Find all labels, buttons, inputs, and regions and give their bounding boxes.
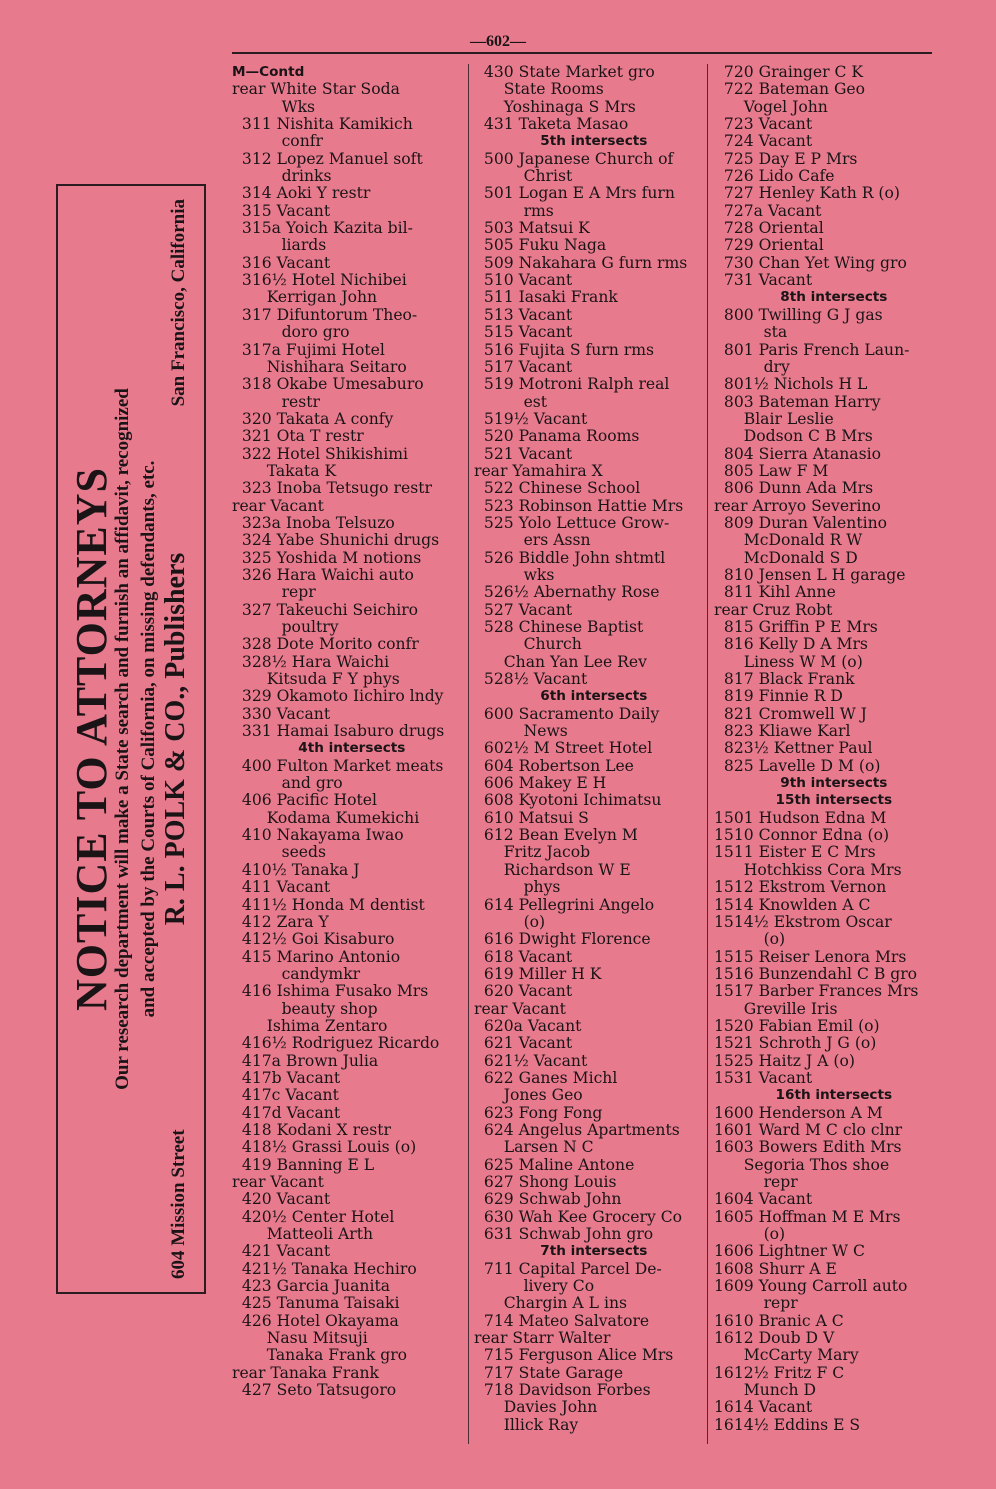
directory-entry: Wks xyxy=(232,97,316,116)
directory-entry: 412 Zara Y xyxy=(232,912,329,931)
directory-entry: 328½ Hara Waichi xyxy=(232,652,390,671)
directory-entry: 324 Yabe Shunichi drugs xyxy=(232,531,440,550)
directory-entry: 621½ Vacant xyxy=(474,1051,588,1070)
directory-entry: 320 Takata A confy xyxy=(232,409,394,428)
directory-entry: Tanaka Frank gro xyxy=(232,1346,408,1365)
directory-entry: 1531 Vacant xyxy=(714,1068,813,1087)
directory-entry: rear Vacant xyxy=(232,1173,324,1191)
directory-entry: 1520 Fabian Emil (o) xyxy=(714,1016,880,1035)
directory-entry: 810 Jensen L H garage xyxy=(714,565,906,584)
directory-entry: beauty shop xyxy=(232,999,378,1018)
directory-entry: repr xyxy=(714,1294,798,1313)
directory-entry: 515 Vacant xyxy=(474,323,573,342)
directory-entry: 417c Vacant xyxy=(232,1086,339,1105)
directory-entry: News xyxy=(474,722,568,741)
directory-entry: 1614 Vacant xyxy=(714,1398,813,1417)
directory-entry: 528 Chinese Baptist xyxy=(474,618,644,636)
directory-entry: 1610 Branic A C xyxy=(714,1311,844,1330)
directory-entry: 321 Ota T restr xyxy=(232,427,364,446)
directory-entry: 627 Shong Louis xyxy=(474,1173,617,1191)
directory-entry: 416 Ishima Fusako Mrs xyxy=(232,982,429,1001)
section-heading: 5th intersects xyxy=(474,133,648,150)
directory-entry: Nishihara Seitaro xyxy=(232,357,407,376)
directory-entry: 1516 Bunzendahl C B gro xyxy=(714,964,918,983)
directory-entry: 503 Matsui K xyxy=(474,219,590,238)
directory-entry: rear Yamahira X xyxy=(474,461,603,480)
directory-entry: repr xyxy=(232,583,316,602)
directory-entry: 317a Fujimi Hotel xyxy=(232,340,385,359)
directory-entry: 330 Vacant xyxy=(232,704,331,723)
directory-entry: 728 Oriental xyxy=(714,219,824,238)
notice-street: 604 Mission Street xyxy=(168,1129,189,1279)
directory-entry: Liness W M (o) xyxy=(714,652,863,671)
directory-entry: 1601 Ward M C clo clnr xyxy=(714,1120,903,1139)
directory-entry: 418 Kodani X restr xyxy=(232,1120,391,1139)
directory-entry: 1608 Shurr A E xyxy=(714,1259,837,1278)
directory-entry: rear Starr Walter xyxy=(474,1329,611,1348)
directory-entry: 1517 Barber Frances Mrs xyxy=(714,982,919,1001)
directory-entry: 731 Vacant xyxy=(714,271,813,290)
directory-entry: 631 Schwab John gro xyxy=(474,1225,654,1244)
directory-entry: rear Vacant xyxy=(232,496,324,515)
directory-entry: rear Cruz Robt xyxy=(714,600,833,619)
directory-entry: 1511 Eister E C Mrs xyxy=(714,843,876,862)
directory-entry: 419 Banning E L xyxy=(232,1155,375,1174)
directory-entry: 416½ Rodriguez Ricardo xyxy=(232,1034,440,1053)
directory-entry: restr xyxy=(232,392,320,411)
directory-entry: wks xyxy=(474,565,555,584)
directory-entry: 606 Makey E H xyxy=(474,774,607,793)
section-heading: 6th intersects xyxy=(474,688,648,705)
directory-entry: 600 Sacramento Daily xyxy=(474,704,660,723)
column-divider xyxy=(468,64,469,1444)
directory-entry: 1521 Schroth J G (o) xyxy=(714,1034,877,1053)
directory-entry: 516 Fujita S furn rms xyxy=(474,340,654,359)
directory-entry: 509 Nakahara G furn rms xyxy=(474,253,688,272)
directory-entry: 608 Kyotoni Ichimatsu xyxy=(474,791,662,810)
directory-entry: 326 Hara Waichi auto xyxy=(232,565,414,584)
directory-entry: sta xyxy=(714,323,788,342)
directory-entry: 519 Motroni Ralph real xyxy=(474,375,670,394)
directory-entry: Chan Yan Lee Rev xyxy=(474,652,647,671)
notice-publisher: R. L. POLK & CO., Publishers xyxy=(160,552,191,926)
directory-entry: Christ xyxy=(474,167,573,186)
directory-entry: 312 Lopez Manuel soft xyxy=(232,149,423,168)
directory-entry: 816 Kelly D A Mrs xyxy=(714,635,868,654)
directory-entry: 430 State Market gro xyxy=(474,63,655,81)
directory-entry: 620 Vacant xyxy=(474,982,573,1001)
directory-entry: 525 Yolo Lettuce Grow- xyxy=(474,513,670,532)
directory-entry: 1606 Lightner W C xyxy=(714,1242,865,1261)
directory-entry: Nasu Mitsuji xyxy=(232,1329,368,1348)
directory-entry: Yoshinaga S Mrs xyxy=(474,97,636,116)
directory-entry: 327 Takeuchi Seichiro xyxy=(232,600,419,619)
directory-entry: 602½ M Street Hotel xyxy=(474,739,653,758)
directory-entry: 513 Vacant xyxy=(474,305,573,324)
directory-entry: Vogel John xyxy=(714,97,828,116)
directory-entry: 726 Lido Cafe xyxy=(714,167,835,186)
directory-entry: 821 Cromwell W J xyxy=(714,704,867,723)
directory-entry: 406 Pacific Hotel xyxy=(232,791,378,810)
directory-entry: 510 Vacant xyxy=(474,271,573,290)
directory-entry: 527 Vacant xyxy=(474,600,573,619)
directory-entry: 511 Iasaki Frank xyxy=(474,288,618,307)
directory-entry: Illick Ray xyxy=(474,1415,579,1434)
directory-entry: 1514 Knowlden A C xyxy=(714,895,871,914)
directory-entry: 815 Griffin P E Mrs xyxy=(714,618,878,636)
directory-entry: 426 Hotel Okayama xyxy=(232,1311,399,1330)
directory-entry: 1525 Haitz J A (o) xyxy=(714,1051,855,1070)
directory-entry: McDonald S D xyxy=(714,548,858,567)
directory-entry: drinks xyxy=(232,167,332,186)
directory-entry: 729 Oriental xyxy=(714,236,824,255)
directory-entry: phys xyxy=(474,878,561,897)
directory-entry: Matteoli Arth xyxy=(232,1225,374,1244)
directory-entry: 801 Paris French Laun- xyxy=(714,340,910,359)
directory-entry: 727a Vacant xyxy=(714,201,822,220)
directory-entry: 711 Capital Parcel De- xyxy=(474,1259,662,1278)
directory-entry: 400 Fulton Market meats xyxy=(232,756,444,775)
directory-entry: 519½ Vacant xyxy=(474,409,588,428)
directory-entry: 616 Dwight Florence xyxy=(474,930,651,949)
directory-entry: 800 Twilling G J gas xyxy=(714,305,883,324)
directory-entry: 1612 Doub D V xyxy=(714,1329,835,1348)
directory-entry: (o) xyxy=(714,1225,786,1244)
notice-rotated-content xyxy=(56,189,206,1289)
directory-column-3 xyxy=(714,64,918,1434)
directory-entry: Munch D xyxy=(714,1381,817,1400)
directory-entry: 825 Lavelle D M (o) xyxy=(714,756,881,775)
directory-entry: 314 Aoki Y restr xyxy=(232,184,371,203)
directory-entry: 723 Vacant xyxy=(714,115,813,134)
directory-entry: Chargin A L ins xyxy=(474,1294,627,1313)
directory-entry: livery Co xyxy=(474,1277,595,1296)
directory-entry: Church xyxy=(474,635,582,654)
directory-entry: 801½ Nichols H L xyxy=(714,375,868,394)
directory-entry: State Rooms xyxy=(474,80,604,99)
directory-entry: 329 Okamoto Iichiro lndy xyxy=(232,687,444,706)
directory-entry: 720 Grainger C K xyxy=(714,63,864,81)
directory-entry: 629 Schwab John xyxy=(474,1190,622,1209)
directory-entry: 500 Japanese Church of xyxy=(474,149,674,168)
directory-entry: 624 Angelus Apartments xyxy=(474,1120,680,1139)
directory-entry: 522 Chinese School xyxy=(474,479,641,498)
directory-entry: 610 Matsui S xyxy=(474,808,589,827)
section-heading: 4th intersects xyxy=(232,740,406,757)
directory-entry: 323 Inoba Tetsugo restr xyxy=(232,479,432,498)
directory-entry: Fritz Jacob xyxy=(474,843,591,862)
directory-entry: Richardson W E xyxy=(474,860,631,879)
directory-entry: 727 Henley Kath R (o) xyxy=(714,184,900,203)
directory-entry: Larsen N C xyxy=(474,1138,594,1157)
notice-city: San Francisco, California xyxy=(168,199,189,407)
directory-entry: rms xyxy=(474,201,554,220)
directory-entry: 1514½ Ekstrom Oscar xyxy=(714,912,892,931)
directory-entry: 805 Law F M xyxy=(714,461,829,480)
directory-entry: 420½ Center Hotel xyxy=(232,1207,395,1226)
directory-entry: 614 Pellegrini Angelo xyxy=(474,895,655,914)
directory-entry: 619 Miller H K xyxy=(474,964,602,983)
directory-entry: 1614½ Eddins E S xyxy=(714,1415,861,1434)
directory-entry: 804 Sierra Atanasio xyxy=(714,444,881,463)
directory-entry: 1612½ Fritz F C xyxy=(714,1363,845,1382)
directory-entry: 1603 Bowers Edith Mrs xyxy=(714,1138,902,1157)
section-heading: 7th intersects xyxy=(474,1243,648,1260)
directory-entry: Jones Geo xyxy=(474,1086,583,1105)
directory-entry: 623 Fong Fong xyxy=(474,1103,603,1122)
directory-entry: 1512 Ekstrom Vernon xyxy=(714,878,887,897)
directory-entry: McDonald R W xyxy=(714,531,863,550)
directory-entry: 418½ Grassi Louis (o) xyxy=(232,1138,417,1157)
notice-box xyxy=(56,184,206,1294)
directory-entry: rear Vacant xyxy=(474,999,566,1018)
directory-entry: 604 Robertson Lee xyxy=(474,756,634,775)
directory-entry: 718 Davidson Forbes xyxy=(474,1381,651,1400)
directory-entry: Kodama Kumekichi xyxy=(232,808,420,827)
directory-entry: 717 State Garage xyxy=(474,1363,624,1382)
directory-entry: 725 Day E P Mrs xyxy=(714,149,858,168)
directory-entry: 809 Duran Valentino xyxy=(714,513,888,532)
directory-entry: 315a Yoich Kazita bil- xyxy=(232,219,413,238)
directory-entry: 415 Marino Antonio xyxy=(232,947,401,966)
directory-entry: 318 Okabe Umesaburo xyxy=(232,375,424,394)
directory-entry: Ishima Zentaro xyxy=(232,1016,388,1035)
directory-entry: (o) xyxy=(474,912,546,931)
directory-entry: 328 Dote Morito confr xyxy=(232,635,419,654)
directory-entry: 411 Vacant xyxy=(232,878,331,897)
section-heading: 8th intersects xyxy=(714,289,888,306)
section-heading: M—Contd xyxy=(232,64,305,80)
directory-entry: 622 Ganes Michl xyxy=(474,1068,618,1087)
notice-line-1: Our research department will make a State search and furnish an affidavit, recognized xyxy=(112,388,133,1090)
directory-entry: (o) xyxy=(714,930,786,949)
directory-entry: 517 Vacant xyxy=(474,357,573,376)
directory-entry: seeds xyxy=(232,843,327,862)
directory-entry: poultry xyxy=(232,618,339,636)
directory-entry: 526½ Abernathy Rose xyxy=(474,583,660,602)
directory-entry: 410 Nakayama Iwao xyxy=(232,826,404,845)
directory-entry: 724 Vacant xyxy=(714,132,813,151)
directory-entry: 625 Maline Antone xyxy=(474,1155,635,1174)
directory-entry: 421 Vacant xyxy=(232,1242,331,1261)
notice-line-2: and accepted by the Courts of California, on missing defendants, etc. xyxy=(138,460,159,1018)
directory-entry: 526 Biddle John shtmtl xyxy=(474,548,666,567)
directory-entry: confr xyxy=(232,132,323,151)
directory-entry: 431 Taketa Masao xyxy=(474,115,629,134)
directory-entry: 316½ Hotel Nichibei xyxy=(232,271,407,290)
directory-column-2 xyxy=(474,64,687,1434)
directory-entry: est xyxy=(474,392,548,411)
directory-entry: 618 Vacant xyxy=(474,947,573,966)
directory-entry: 621 Vacant xyxy=(474,1034,573,1053)
directory-entry: 803 Bateman Harry xyxy=(714,392,881,411)
section-heading: 15th intersects xyxy=(714,792,893,809)
directory-entry: Davies John xyxy=(474,1398,598,1417)
directory-entry: 528½ Vacant xyxy=(474,670,588,689)
directory-entry: 420 Vacant xyxy=(232,1190,331,1209)
directory-entry: 417a Brown Julia xyxy=(232,1051,379,1070)
directory-entry: 817 Black Frank xyxy=(714,670,855,689)
directory-entry: 331 Hamai Isaburo drugs xyxy=(232,722,445,741)
directory-column-1 xyxy=(232,64,444,1399)
directory-entry: 316 Vacant xyxy=(232,253,331,272)
directory-entry: rear Arroyo Severino xyxy=(714,496,881,515)
directory-entry: rear White Star Soda xyxy=(232,80,400,99)
directory-entry: 722 Bateman Geo xyxy=(714,80,866,99)
directory-entry: 417b Vacant xyxy=(232,1068,341,1087)
directory-entry: 714 Mateo Salvatore xyxy=(474,1311,650,1330)
directory-entry: 715 Ferguson Alice Mrs xyxy=(474,1346,674,1365)
directory-entry: doro gro xyxy=(232,323,350,342)
directory-entry: 811 Kihl Anne xyxy=(714,583,836,602)
directory-entry: 1501 Hudson Edna M xyxy=(714,808,887,827)
directory-entry: 823½ Kettner Paul xyxy=(714,739,873,758)
page-number: —602— xyxy=(470,33,526,50)
directory-entry: 520 Panama Rooms xyxy=(474,427,640,446)
directory-entry: rear Tanaka Frank xyxy=(232,1363,379,1382)
directory-entry: 311 Nishita Kamikich xyxy=(232,115,413,134)
directory-entry: 317 Difuntorum Theo- xyxy=(232,305,418,324)
directory-entry: 806 Dunn Ada Mrs xyxy=(714,479,874,498)
directory-entry: 630 Wah Kee Grocery Co xyxy=(474,1207,683,1226)
directory-entry: 423 Garcia Juanita xyxy=(232,1277,391,1296)
directory-entry: 427 Seto Tatsugoro xyxy=(232,1381,397,1400)
directory-entry: 410½ Tanaka J xyxy=(232,860,360,879)
directory-entry: 322 Hotel Shikishimi xyxy=(232,444,409,463)
directory-entry: 323a Inoba Telsuzo xyxy=(232,513,395,532)
directory-entry: Blair Leslie xyxy=(714,409,834,428)
directory-entry: 315 Vacant xyxy=(232,201,331,220)
directory-entry: Greville Iris xyxy=(714,999,838,1018)
notice-title: NOTICE TO ATTORNEYS xyxy=(67,467,116,1011)
directory-entry: 823 Kliawe Karl xyxy=(714,722,851,741)
directory-entry: ers Assn xyxy=(474,531,591,550)
section-heading: 16th intersects xyxy=(714,1087,893,1104)
directory-entry: Dodson C B Mrs xyxy=(714,427,873,446)
directory-entry: dry xyxy=(714,357,790,376)
directory-entry: 1515 Reiser Lenora Mrs xyxy=(714,947,907,966)
directory-entry: 1605 Hoffman M E Mrs xyxy=(714,1207,901,1226)
directory-entry: 411½ Honda M dentist xyxy=(232,895,425,914)
directory-entry: 325 Yoshida M notions xyxy=(232,548,422,567)
directory-entry: 819 Finnie R D xyxy=(714,687,843,706)
directory-entry: 612 Bean Evelyn M xyxy=(474,826,638,845)
directory-entry: 501 Logan E A Mrs furn xyxy=(474,184,675,203)
directory-entry: 521 Vacant xyxy=(474,444,573,463)
directory-entry: liards xyxy=(232,236,327,255)
directory-entry: repr xyxy=(714,1173,798,1191)
directory-entry: 620a Vacant xyxy=(474,1016,582,1035)
directory-entry: 412½ Goi Kisaburo xyxy=(232,930,395,949)
directory-entry: 417d Vacant xyxy=(232,1103,341,1122)
directory-entry: Takata K xyxy=(232,461,337,480)
directory-entry: 1604 Vacant xyxy=(714,1190,813,1209)
directory-entry: 1510 Connor Edna (o) xyxy=(714,826,890,845)
directory-entry: Kerrigan John xyxy=(232,288,378,307)
directory-entry: 505 Fuku Naga xyxy=(474,236,607,255)
directory-entry: 1609 Young Carroll auto xyxy=(714,1277,908,1296)
directory-entry: 730 Chan Yet Wing gro xyxy=(714,253,907,272)
directory-entry: candymkr xyxy=(232,964,361,983)
directory-entry: 523 Robinson Hattie Mrs xyxy=(474,496,684,515)
directory-entry: Kitsuda F Y phys xyxy=(232,670,400,689)
section-heading: 9th intersects xyxy=(714,775,888,792)
header-rule xyxy=(232,52,932,54)
directory-entry: 425 Tanuma Taisaki xyxy=(232,1294,400,1313)
directory-entry: Hotchkiss Cora Mrs xyxy=(714,860,902,879)
directory-entry: Segoria Thos shoe xyxy=(714,1155,890,1174)
directory-entry: 1600 Henderson A M xyxy=(714,1103,883,1122)
directory-entry: McCarty Mary xyxy=(714,1346,859,1365)
directory-entry: and gro xyxy=(232,774,343,793)
column-divider xyxy=(707,64,708,1444)
directory-entry: 421½ Tanaka Hechiro xyxy=(232,1259,417,1278)
